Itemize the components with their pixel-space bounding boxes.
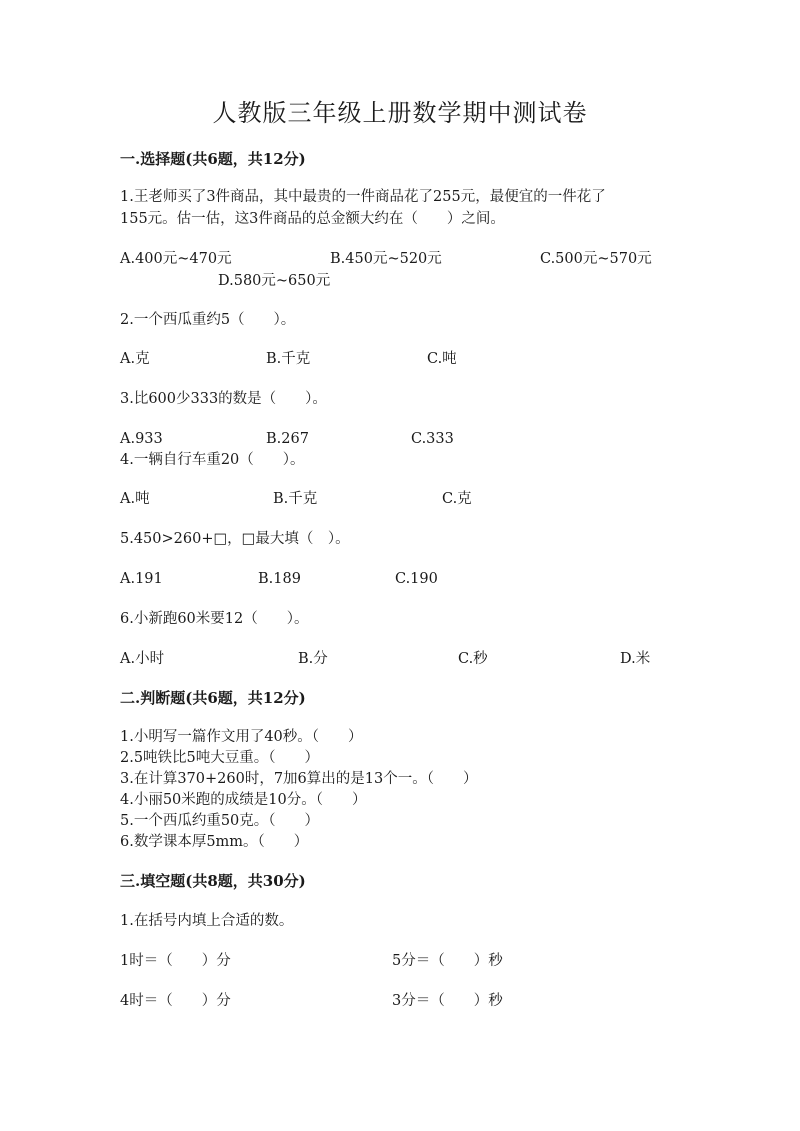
- judgement-item-2: 2.5吨铁比5吨大豆重。（ ）: [120, 750, 320, 766]
- question-1-line-1: 1.王老师买了3件商品，其中最贵的一件商品花了255元，最便宜的一件花了: [120, 189, 606, 205]
- judgement-item-1: 1.小明写一篇作文用了40秒。（ ）: [120, 729, 363, 745]
- question-5-option-a: A.191: [120, 571, 163, 587]
- question-3-option-b: B.267: [266, 431, 309, 447]
- question-6-option-d: D.米: [620, 651, 651, 667]
- question-6-option-a: A.小时: [120, 651, 165, 667]
- fill-blank-minutes-5: 5分＝（ ）秒: [392, 953, 503, 969]
- question-6-option-c: C.秒: [458, 651, 488, 667]
- judgement-item-6: 6.数学课本厚5mm。（ ）: [120, 834, 309, 850]
- question-3-option-a: A.933: [120, 431, 163, 447]
- question-2-option-c: C.吨: [427, 351, 457, 367]
- question-5-text: 5.450>260+□，□最大填（ ）。: [120, 531, 350, 547]
- question-1-option-c: C.500元~570元: [540, 251, 652, 267]
- section-heading-judgement: 二.判断题(共6题，共12分): [120, 689, 306, 707]
- question-4-option-a: A.吨: [120, 491, 150, 507]
- question-2-text: 2.一个西瓜重约5（ ）。: [120, 312, 296, 328]
- question-6-option-b: B.分: [298, 651, 328, 667]
- judgement-item-3: 3.在计算370+260时，7加6算出的是13个一。（ ）: [120, 771, 478, 787]
- judgement-item-5: 5.一个西瓜约重50克。（ ）: [120, 813, 320, 829]
- page-title: 人教版三年级上册数学期中测试卷: [212, 99, 588, 127]
- fill-blank-hours-1: 1时＝（ ）分: [120, 953, 231, 969]
- question-1-line-2: 155元。估一估，这3件商品的总金额大约在（ ）之间。: [120, 211, 505, 227]
- fill-blank-minutes-3: 3分＝（ ）秒: [392, 993, 503, 1009]
- question-1-option-a: A.400元~470元: [120, 251, 232, 267]
- fill-question-1-text: 1.在括号内填上合适的数。: [120, 913, 294, 929]
- fill-blank-hours-4: 4时＝（ ）分: [120, 993, 231, 1009]
- question-2-option-a: A.克: [120, 351, 150, 367]
- question-1-option-d: D.580元~650元: [218, 273, 331, 289]
- question-4-option-b: B.千克: [273, 491, 318, 507]
- question-4-option-c: C.克: [442, 491, 472, 507]
- question-5-option-b: B.189: [258, 571, 301, 587]
- question-5-option-c: C.190: [395, 571, 438, 587]
- question-2-option-b: B.千克: [266, 351, 311, 367]
- section-heading-fill: 三.填空题(共8题，共30分): [120, 872, 306, 890]
- section-heading-choice: 一.选择题(共6题，共12分): [120, 150, 306, 168]
- question-1-option-b: B.450元~520元: [330, 251, 442, 267]
- question-3-option-c: C.333: [411, 431, 454, 447]
- question-3-text: 3.比600少333的数是（ ）。: [120, 391, 327, 407]
- question-6-text: 6.小新跑60米要12（ ）。: [120, 611, 309, 627]
- question-4-text: 4.一辆自行车重20（ ）。: [120, 452, 305, 468]
- judgement-item-4: 4.小丽50米跑的成绩是10分。（ ）: [120, 792, 367, 808]
